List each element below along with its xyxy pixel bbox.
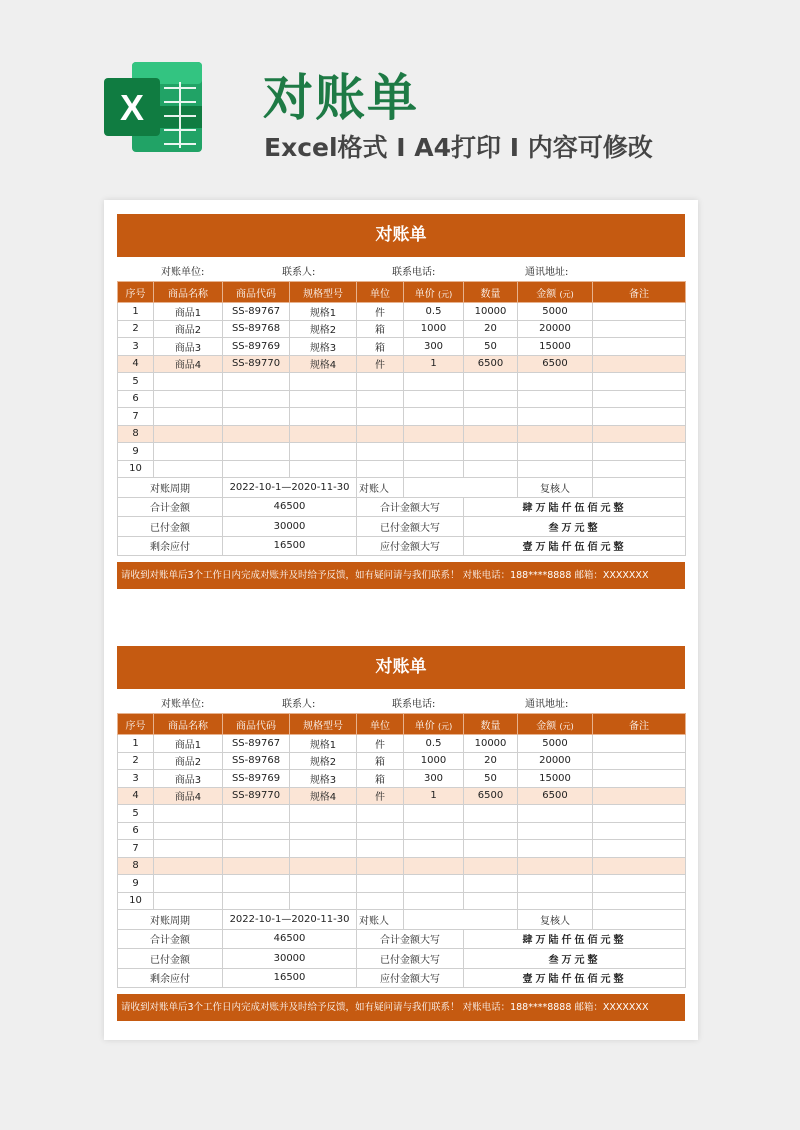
table-cell [464,892,518,910]
col-header-amount [518,282,593,303]
table-cell [290,875,357,893]
table-cell: 1000 [404,320,464,338]
table-cell [357,443,404,461]
table-cell [464,408,518,426]
table-cell: 6500 [464,787,518,805]
table-cell [223,408,290,426]
table-cell [464,373,518,391]
paid-value: 30000 [223,517,357,537]
table-row [118,840,686,858]
col-header-price [404,282,464,303]
table-cell [518,805,593,823]
table-cell: 1 [118,735,154,753]
table-cell: 商品2 [154,320,223,338]
table-cell [518,408,593,426]
period-row [118,478,686,498]
table-cell [290,390,357,408]
table-cell: 8 [118,425,154,443]
table-cell: 规格2 [290,320,357,338]
table-cell: 6500 [518,787,593,805]
table-row [118,373,686,391]
table-cell [404,460,464,478]
due-label: 剩余应付 [118,536,223,556]
table-cell: 箱 [357,338,404,356]
table-cell: 5000 [518,303,593,321]
table-cell [593,892,686,910]
table-cell: SS-89770 [223,355,290,373]
due-row [118,536,686,556]
table-cell: 8 [118,857,154,875]
table-cell [154,373,223,391]
table-cell: 箱 [357,320,404,338]
table-cell [357,857,404,875]
table-cell [593,770,686,788]
total-value: 46500 [223,929,357,949]
sheet-title: 对账单 [117,646,685,689]
table-cell [290,443,357,461]
table-cell [290,373,357,391]
table-cell [593,460,686,478]
table-header-row [118,714,686,735]
table-cell [593,390,686,408]
table-cell: 50 [464,338,518,356]
address-label: 通讯地址: [525,699,569,710]
amount-unit: (元) [559,721,574,731]
table-cell [404,892,464,910]
total-upper-label: 合计金额大写 [357,929,464,949]
table-cell: 规格4 [290,787,357,805]
table-cell [593,840,686,858]
table-cell [518,443,593,461]
table-cell: 10 [118,460,154,478]
paid-upper-value: 叁万元整 [464,517,686,537]
table-cell: 300 [404,770,464,788]
period-value: 2022-10-1—2020-11-30 [223,910,357,930]
table-cell [593,443,686,461]
table-cell: 商品4 [154,355,223,373]
phone-label: 联系电话: [392,699,436,710]
total-label: 合计金额 [118,497,223,517]
table-cell: 商品4 [154,787,223,805]
reconciler-value [404,478,518,498]
table-cell [518,892,593,910]
table-cell [357,892,404,910]
table-cell [464,390,518,408]
table-row [118,875,686,893]
table-row [118,303,686,321]
table-row [118,787,686,805]
paid-upper-label: 已付金额大写 [357,949,464,969]
table-cell [593,805,686,823]
table-row [118,320,686,338]
col-header: 商品名称 [154,282,223,303]
table-row [118,390,686,408]
table-cell: 10000 [464,303,518,321]
table-cell [223,875,290,893]
table-cell [404,805,464,823]
reviewer-label: 复核人 [518,478,593,498]
table-cell [357,408,404,426]
paid-label: 已付金额 [118,517,223,537]
table-cell [223,443,290,461]
due-label: 剩余应付 [118,968,223,988]
col-header-amount [518,714,593,735]
table-cell: 7 [118,408,154,426]
table-cell: 3 [118,770,154,788]
table-cell [357,822,404,840]
table-cell: 规格3 [290,770,357,788]
col-header: 数量 [464,282,518,303]
table-cell: 4 [118,355,154,373]
table-cell [404,822,464,840]
table-cell: 20 [464,320,518,338]
sheet-footer-note: 请收到对账单后3个工作日内完成对账并及时给予反馈，如有疑问请与我们联系！ 对账电话：188****8888 邮箱：XXXXXXX [117,562,685,589]
due-upper-label: 应付金额大写 [357,536,464,556]
table-row [118,338,686,356]
table-cell: 商品3 [154,338,223,356]
period-value: 2022-10-1—2020-11-30 [223,478,357,498]
table-cell [404,390,464,408]
col-header: 商品代码 [223,714,290,735]
contact-label: 联系人: [282,267,316,278]
table-cell: SS-89767 [223,735,290,753]
table-cell [290,460,357,478]
table-cell [464,857,518,875]
reconciler-label: 对账人 [357,478,404,498]
table-cell [223,857,290,875]
table-cell [404,857,464,875]
table-cell: 1 [404,355,464,373]
table-cell [518,840,593,858]
amount-unit: (元) [559,289,574,299]
due-upper-label: 应付金额大写 [357,968,464,988]
table-cell [518,822,593,840]
table-cell: 20000 [518,320,593,338]
table-cell [154,460,223,478]
table-cell [290,857,357,875]
table-cell [404,875,464,893]
statement-paper [104,200,698,1040]
period-label: 对账周期 [118,478,223,498]
col-header: 商品代码 [223,282,290,303]
table-cell [593,338,686,356]
table-cell [290,822,357,840]
table-cell [290,408,357,426]
statement-sheet-2 [117,646,685,1021]
statement-table [117,713,686,988]
total-value: 46500 [223,497,357,517]
total-upper-label: 合计金额大写 [357,497,464,517]
table-cell [518,425,593,443]
table-row [118,752,686,770]
statement-sheet-1 [117,214,685,589]
table-cell [357,425,404,443]
col-header-price [404,714,464,735]
table-cell: 规格4 [290,355,357,373]
table-cell [154,443,223,461]
col-header: 序号 [118,714,154,735]
table-cell [518,460,593,478]
table-cell [290,805,357,823]
table-cell: SS-89767 [223,303,290,321]
table-cell [593,875,686,893]
table-cell [464,425,518,443]
table-row [118,735,686,753]
table-row [118,460,686,478]
table-cell: 7 [118,840,154,858]
table-cell [357,373,404,391]
table-cell: 5 [118,373,154,391]
col-header: 单位 [357,282,404,303]
table-cell: 5 [118,805,154,823]
total-upper-value: 肆万陆仟伍佰元整 [464,929,686,949]
due-value: 16500 [223,536,357,556]
table-cell: 10 [118,892,154,910]
table-cell [154,822,223,840]
table-cell [290,425,357,443]
reconciler-label: 对账人 [357,910,404,930]
table-cell [404,425,464,443]
reviewer-value [593,910,686,930]
sheet-footer-note: 请收到对账单后3个工作日内完成对账并及时给予反馈，如有疑问请与我们联系！ 对账电话：188****8888 邮箱：XXXXXXX [117,994,685,1021]
due-upper-value: 壹万陆仟伍佰元整 [464,968,686,988]
col-header: 商品名称 [154,714,223,735]
table-cell [223,425,290,443]
table-cell [593,857,686,875]
table-cell: 6500 [464,355,518,373]
table-cell [290,892,357,910]
table-cell [223,822,290,840]
table-row [118,425,686,443]
table-cell [518,875,593,893]
table-cell [223,840,290,858]
unit-label: 对账单位: [161,267,205,278]
table-row [118,892,686,910]
table-cell: 300 [404,338,464,356]
table-cell [518,390,593,408]
table-cell: 件 [357,355,404,373]
table-cell [404,443,464,461]
paid-label: 已付金额 [118,949,223,969]
total-label: 合计金额 [118,929,223,949]
table-cell: 0.5 [404,303,464,321]
table-cell: 规格1 [290,735,357,753]
table-cell [593,822,686,840]
col-header: 数量 [464,714,518,735]
due-upper-value: 壹万陆仟伍佰元整 [464,536,686,556]
info-row [117,257,685,281]
paid-value: 30000 [223,949,357,969]
table-cell: 1 [404,787,464,805]
page-subtitle: Excel格式 I A4打印 I 内容可修改 [264,133,653,162]
table-cell: 商品1 [154,735,223,753]
table-cell: 20 [464,752,518,770]
table-cell: 15000 [518,770,593,788]
table-cell: 2 [118,320,154,338]
col-header-amount-label: 金额 [536,288,557,300]
col-header: 单位 [357,714,404,735]
paid-row [118,949,686,969]
col-header: 序号 [118,282,154,303]
table-cell [464,840,518,858]
paid-row [118,517,686,537]
table-cell [223,390,290,408]
table-row [118,857,686,875]
table-cell: 规格1 [290,303,357,321]
table-cell: SS-89769 [223,770,290,788]
table-cell [464,443,518,461]
table-cell [593,355,686,373]
table-cell: 件 [357,735,404,753]
table-cell [593,752,686,770]
table-cell [154,892,223,910]
total-row [118,929,686,949]
table-header-row [118,282,686,303]
table-cell [154,805,223,823]
col-header: 规格型号 [290,714,357,735]
col-header-amount-label: 金额 [536,720,557,732]
table-cell [357,460,404,478]
table-cell [223,892,290,910]
table-row [118,408,686,426]
sheet-title: 对账单 [117,214,685,257]
table-cell: 商品1 [154,303,223,321]
table-cell: 商品2 [154,752,223,770]
table-cell [518,373,593,391]
col-header: 备注 [593,714,686,735]
table-cell: 50 [464,770,518,788]
page-title: 对账单 [263,69,419,127]
table-cell [357,805,404,823]
unit-label: 对账单位: [161,699,205,710]
period-label: 对账周期 [118,910,223,930]
table-row [118,822,686,840]
table-cell [593,408,686,426]
table-cell [404,840,464,858]
period-row [118,910,686,930]
table-cell: 2 [118,752,154,770]
table-cell [593,303,686,321]
total-upper-value: 肆万陆仟伍佰元整 [464,497,686,517]
table-cell: 规格2 [290,752,357,770]
table-cell [357,840,404,858]
table-cell: 件 [357,303,404,321]
paid-upper-value: 叁万元整 [464,949,686,969]
reviewer-label: 复核人 [518,910,593,930]
reviewer-value [593,478,686,498]
table-cell [404,373,464,391]
table-cell [154,390,223,408]
table-cell: 规格3 [290,338,357,356]
table-cell [464,805,518,823]
table-row [118,770,686,788]
table-cell [154,425,223,443]
table-cell [223,373,290,391]
table-cell: SS-89768 [223,752,290,770]
col-header: 备注 [593,282,686,303]
table-cell [154,875,223,893]
table-cell [518,857,593,875]
table-cell [593,787,686,805]
table-cell: 10000 [464,735,518,753]
excel-logo-icon [102,58,204,156]
info-row [117,689,685,713]
table-cell [593,320,686,338]
table-cell: 件 [357,787,404,805]
table-cell [464,822,518,840]
price-unit: (元) [437,721,453,731]
table-cell: 箱 [357,770,404,788]
reconciler-value [404,910,518,930]
table-cell: 6 [118,822,154,840]
table-cell: 9 [118,875,154,893]
table-cell [223,460,290,478]
due-row [118,968,686,988]
table-cell: SS-89769 [223,338,290,356]
page-header [0,0,800,195]
table-cell: 15000 [518,338,593,356]
table-cell: 箱 [357,752,404,770]
table-cell: 0.5 [404,735,464,753]
col-header-price-label: 单价 [414,288,435,300]
table-cell: 6500 [518,355,593,373]
table-cell [593,425,686,443]
table-cell [593,735,686,753]
table-cell: 9 [118,443,154,461]
table-cell: SS-89768 [223,320,290,338]
price-unit: (元) [437,289,453,299]
table-cell: 1000 [404,752,464,770]
contact-label: 联系人: [282,699,316,710]
table-cell: 6 [118,390,154,408]
table-cell: SS-89770 [223,787,290,805]
excel-logo-letter: X [119,87,145,128]
table-cell: 4 [118,787,154,805]
table-cell: 3 [118,338,154,356]
total-row [118,497,686,517]
table-cell [593,373,686,391]
table-cell [223,805,290,823]
statement-table [117,281,686,556]
paid-upper-label: 已付金额大写 [357,517,464,537]
table-row [118,805,686,823]
address-label: 通讯地址: [525,267,569,278]
table-cell [357,390,404,408]
col-header: 规格型号 [290,282,357,303]
table-cell [464,875,518,893]
table-cell: 商品3 [154,770,223,788]
table-cell [154,840,223,858]
due-value: 16500 [223,968,357,988]
table-cell [154,857,223,875]
table-cell [290,840,357,858]
col-header-price-label: 单价 [414,720,435,732]
phone-label: 联系电话: [392,267,436,278]
table-cell: 1 [118,303,154,321]
table-cell [357,875,404,893]
table-cell: 20000 [518,752,593,770]
table-row [118,355,686,373]
table-cell: 5000 [518,735,593,753]
table-cell [154,408,223,426]
table-cell [404,408,464,426]
table-row [118,443,686,461]
table-cell [464,460,518,478]
